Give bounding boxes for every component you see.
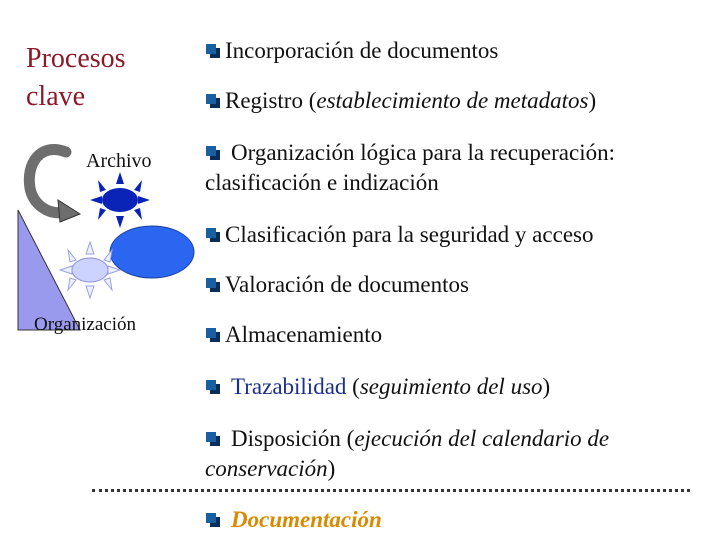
dark-sun-icon — [90, 172, 150, 228]
bullet-list — [205, 0, 715, 540]
dotted-separator — [92, 489, 690, 492]
bullet-square-icon — [205, 379, 221, 395]
bullet-item: Almacenamiento — [205, 320, 710, 350]
bullet-item: Incorporación de documentos — [205, 36, 710, 66]
bullet-item: Registro (establecimiento de metadatos) — [205, 86, 710, 116]
bullet-square-icon — [205, 431, 221, 447]
cycle-arrow-head — [58, 200, 80, 222]
bullet-square-icon — [205, 145, 221, 161]
bullet-square-icon — [205, 512, 221, 528]
bullet-item: Trazabilidad (seguimiento del uso) — [205, 372, 710, 402]
bullet-square-icon — [205, 277, 221, 293]
bullet-item-highlight: Documentación — [205, 505, 710, 535]
diagram-label-archivo: Archivo — [86, 150, 152, 172]
bullet-square-icon — [205, 227, 221, 243]
bullet-item: Organización lógica para la recuperación: clasificación e indización — [205, 140, 615, 195]
bullet-item: Clasificación para la seguridad y acceso — [205, 220, 710, 250]
title-line-1: Procesos — [26, 43, 126, 74]
bullet-square-icon — [205, 43, 221, 59]
blue-ellipse — [110, 226, 194, 278]
bullet-square-icon — [205, 93, 221, 109]
bullet-square-icon — [205, 327, 221, 343]
title-line-2: clave — [26, 81, 86, 112]
bullet-item: Valoración de documentos — [205, 270, 710, 300]
slide-title — [26, 40, 196, 116]
diagram-label-organizacion: Organización — [34, 314, 136, 335]
bullet-item: Disposición (ejecución del calendario de conservación) — [205, 426, 610, 481]
